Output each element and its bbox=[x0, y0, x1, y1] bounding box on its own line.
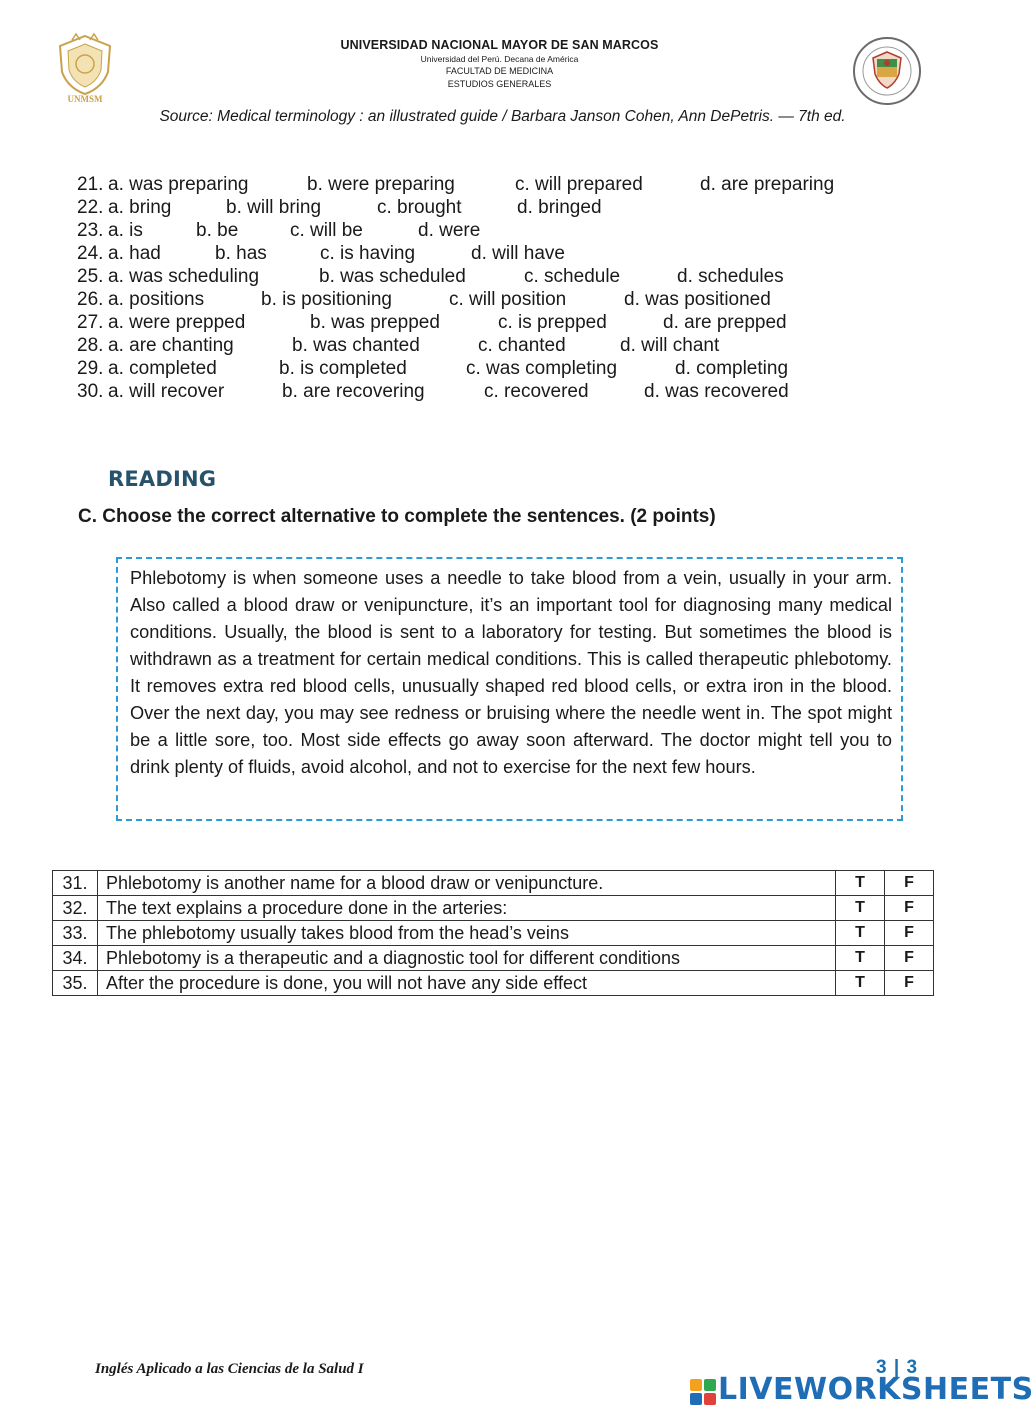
option-a[interactable]: a. was preparing bbox=[108, 174, 249, 195]
option-a[interactable]: a. are chanting bbox=[108, 335, 234, 356]
option-a[interactable]: a. bring bbox=[108, 197, 172, 218]
footer-course-name: Inglés Aplicado a las Ciencias de la Salud I bbox=[95, 1361, 364, 1377]
option-b[interactable]: b. has bbox=[215, 243, 267, 264]
studies-name: ESTUDIOS GENERALES bbox=[447, 79, 552, 89]
option-a[interactable]: a. was scheduling bbox=[108, 266, 260, 287]
question-number: 22. bbox=[77, 197, 104, 218]
item-statement: The phlebotomy usually takes blood from the head’s veins bbox=[98, 921, 836, 946]
option-b[interactable]: b. was prepped bbox=[310, 312, 440, 333]
question-number: 30. bbox=[77, 381, 104, 402]
option-a[interactable]: a. completed bbox=[108, 358, 217, 379]
false-option[interactable]: F bbox=[885, 946, 934, 971]
question-number: 23. bbox=[77, 220, 104, 241]
option-a[interactable]: a. is bbox=[108, 220, 143, 241]
true-option[interactable]: T bbox=[836, 971, 885, 996]
option-d[interactable]: d. completing bbox=[675, 358, 789, 379]
option-c[interactable]: c. is prepped bbox=[498, 312, 607, 333]
item-number: 35. bbox=[53, 971, 98, 996]
question-number: 29. bbox=[77, 358, 104, 379]
reading-passage: Phlebotomy is when someone uses a needle to take blood from a vein, usually in your arm. Also called a blood draw or venipuncture, it’s an important tool for diagnosing many medical conditions. Usually, the blood is sent to a laboratory for testing. But sometimes the blood is withdrawn as a treatment for certain medical conditions. This is called therapeutic phlebotomy. It removes extra red blood cells, unusually shaped red blood cells, or extra iron in the blood. Over the next day, you may see redness or bruising where the needle went in. The spot might be a little sore, too. Most side effects go away soon afterward. The doctor might tell you to drink plenty of fluids, avoid alcohol, and not to exercise for the next few hours. bbox=[130, 568, 892, 777]
option-a[interactable]: a. had bbox=[108, 243, 161, 264]
faculty-name: FACULTAD DE MEDICINA bbox=[445, 66, 554, 76]
university-name: UNIVERSIDAD NACIONAL MAYOR DE SAN MARCOS bbox=[340, 38, 659, 52]
true-option[interactable]: T bbox=[836, 921, 885, 946]
option-c[interactable]: c. was completing bbox=[466, 358, 618, 379]
option-c[interactable]: c. schedule bbox=[524, 266, 621, 287]
question-number: 25. bbox=[77, 266, 104, 287]
false-option[interactable]: F bbox=[885, 896, 934, 921]
page-number: 3 | 3 bbox=[876, 1357, 919, 1378]
option-d[interactable]: d. will have bbox=[471, 243, 565, 264]
liveworksheets-logo-icon bbox=[690, 1379, 716, 1405]
option-d[interactable]: d. will chant bbox=[620, 335, 720, 356]
table-row bbox=[53, 871, 934, 896]
question-number: 21. bbox=[77, 174, 104, 195]
option-d[interactable]: d. bringed bbox=[517, 197, 602, 218]
question-number: 27. bbox=[77, 312, 104, 333]
option-d[interactable]: d. was recovered bbox=[644, 381, 789, 402]
option-b[interactable]: b. were preparing bbox=[307, 174, 455, 195]
option-c[interactable]: c. recovered bbox=[484, 381, 589, 402]
table-row bbox=[53, 971, 934, 996]
unmsm-logo-text: UNMSM bbox=[67, 94, 103, 104]
option-b[interactable]: b. was scheduled bbox=[319, 266, 466, 287]
option-d[interactable]: d. are preparing bbox=[700, 174, 835, 195]
true-option[interactable]: T bbox=[836, 896, 885, 921]
option-d[interactable]: d. were bbox=[418, 220, 481, 241]
table-row bbox=[53, 921, 934, 946]
true-option[interactable]: T bbox=[836, 871, 885, 896]
item-number: 33. bbox=[53, 921, 98, 946]
question-number: 24. bbox=[77, 243, 104, 264]
option-c[interactable]: c. will be bbox=[290, 220, 363, 241]
item-number: 32. bbox=[53, 896, 98, 921]
option-c[interactable]: c. will prepared bbox=[515, 174, 643, 195]
option-b[interactable]: b. is positioning bbox=[261, 289, 392, 310]
item-number: 34. bbox=[53, 946, 98, 971]
option-a[interactable]: a. will recover bbox=[108, 381, 225, 402]
section-title-reading: READING bbox=[108, 467, 217, 491]
option-d[interactable]: d. schedules bbox=[677, 266, 784, 287]
option-c[interactable]: c. is having bbox=[320, 243, 416, 264]
source-citation: Source: Medical terminology : an illustrated guide / Barbara Janson Cohen, Ann DePetris. — 7th ed. bbox=[159, 108, 846, 125]
item-statement: The text explains a procedure done in the arteries: bbox=[98, 896, 836, 921]
option-c[interactable]: c. chanted bbox=[478, 335, 566, 356]
option-b[interactable]: b. are recovering bbox=[282, 381, 425, 402]
section-instruction: C. Choose the correct alternative to complete the sentences. (2 points) bbox=[78, 506, 716, 527]
option-d[interactable]: d. was positioned bbox=[624, 289, 771, 310]
option-b[interactable]: b. will bring bbox=[226, 197, 322, 218]
option-b[interactable]: b. was chanted bbox=[292, 335, 420, 356]
question-number: 26. bbox=[77, 289, 104, 310]
option-b[interactable]: b. is completed bbox=[279, 358, 407, 379]
option-d[interactable]: d. are prepped bbox=[663, 312, 787, 333]
liveworksheets-wordmark: LIVEWORKSHEETS bbox=[718, 1372, 1034, 1407]
table-row bbox=[53, 896, 934, 921]
false-option[interactable]: F bbox=[885, 971, 934, 996]
option-c[interactable]: c. brought bbox=[377, 197, 462, 218]
false-option[interactable]: F bbox=[885, 921, 934, 946]
false-option[interactable]: F bbox=[885, 871, 934, 896]
table-row bbox=[53, 946, 934, 971]
true-false-table bbox=[52, 870, 934, 996]
option-a[interactable]: a. positions bbox=[108, 289, 205, 310]
option-a[interactable]: a. were prepped bbox=[108, 312, 246, 333]
option-b[interactable]: b. be bbox=[196, 220, 239, 241]
item-number: 31. bbox=[53, 871, 98, 896]
university-subtitle: Universidad del Perú. Decana de América bbox=[420, 54, 579, 64]
true-option[interactable]: T bbox=[836, 946, 885, 971]
item-statement: Phlebotomy is a therapeutic and a diagnostic tool for different conditions bbox=[98, 946, 836, 971]
item-statement: After the procedure is done, you will not have any side effect bbox=[98, 971, 836, 996]
question-number: 28. bbox=[77, 335, 104, 356]
item-statement: Phlebotomy is another name for a blood draw or venipuncture. bbox=[98, 871, 836, 896]
option-c[interactable]: c. will position bbox=[449, 289, 567, 310]
